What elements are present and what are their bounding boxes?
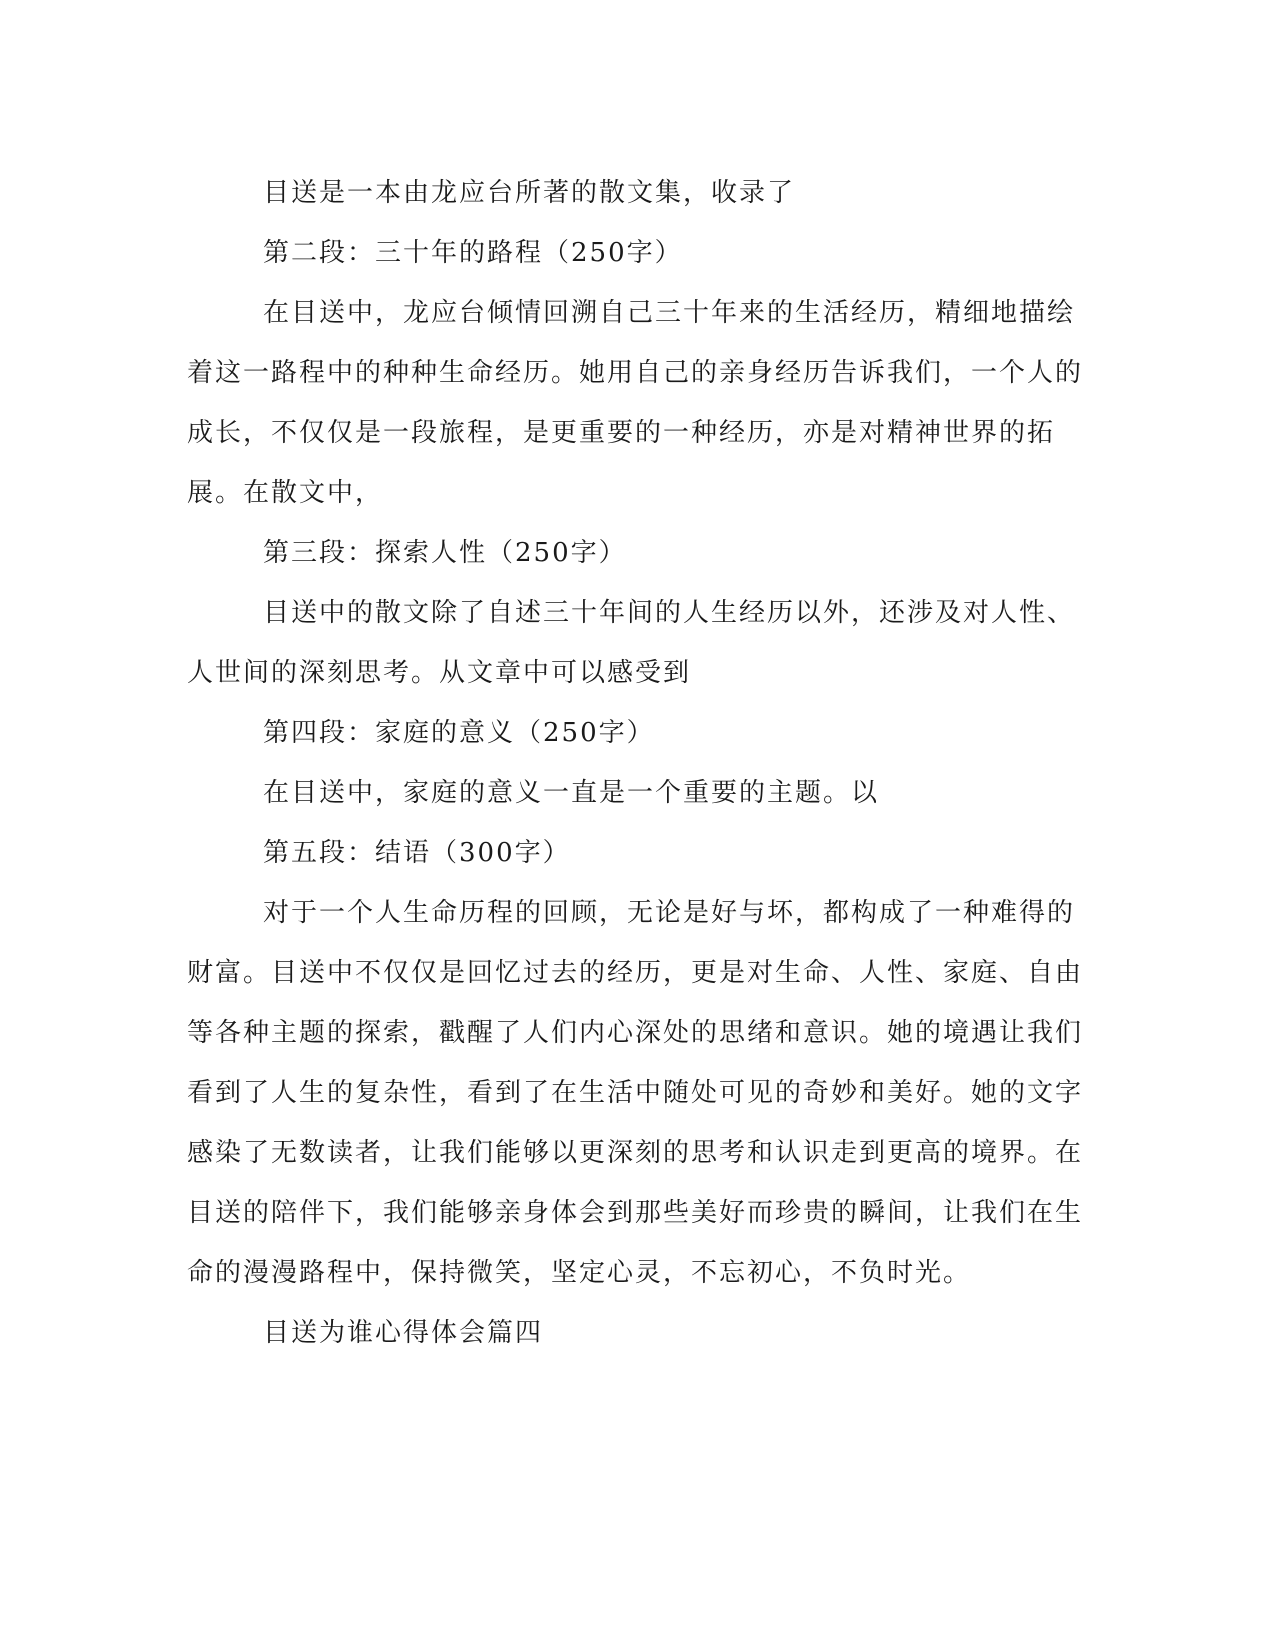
section-heading-2: 第二段：三十年的路程（250字） <box>263 238 683 268</box>
paragraph-section-3: 目送中的散文除了自述三十年间的人生经历以外，还涉及对人性、人世间的深刻思考。从文章中可以感受到 <box>187 598 1076 688</box>
paragraph-intro: 目送是一本由龙应台所著的散文集，收录了 <box>263 178 796 208</box>
section-heading-4: 第四段：家庭的意义（250字） <box>263 718 655 748</box>
section-heading-5: 第五段：结语（300字） <box>263 838 571 868</box>
section-heading-3: 第三段：探索人性（250字） <box>263 538 627 568</box>
paragraph-conclusion: 对于一个人生命历程的回顾，无论是好与坏，都构成了一种难得的财富。目送中不仅仅是回忆过去的经历，更是对生命、人性、家庭、自由等各种主题的探索，戳醒了人们内心深处的思绪和意识。她的境遇让我们看到了人生的复杂性，看到了在生活中随处可见的奇妙和美好。她的文字感染了无数读者，让我们能够以更深刻的思考和认识走到更高的境界。在目送的陪伴下，我们能够亲身体会到那些美好而珍贵的瞬间，让我们在生命的漫漫路程中，保持微笑，坚定心灵，不忘初心，不负时光。 <box>187 898 1084 1288</box>
paragraph-section-4: 在目送中，家庭的意义一直是一个重要的主题。以 <box>263 778 880 808</box>
next-article-title: 目送为谁心得体会篇四 <box>263 1318 544 1348</box>
document-body <box>187 163 1087 1363</box>
paragraph-section-2: 在目送中，龙应台倾情回溯自己三十年来的生活经历，精细地描绘着这一路程中的种种生命经历。她用自己的亲身经历告诉我们，一个人的成长，不仅仅是一段旅程，是更重要的一种经历，亦是对精神世界的拓展。在散文中， <box>187 298 1084 508</box>
